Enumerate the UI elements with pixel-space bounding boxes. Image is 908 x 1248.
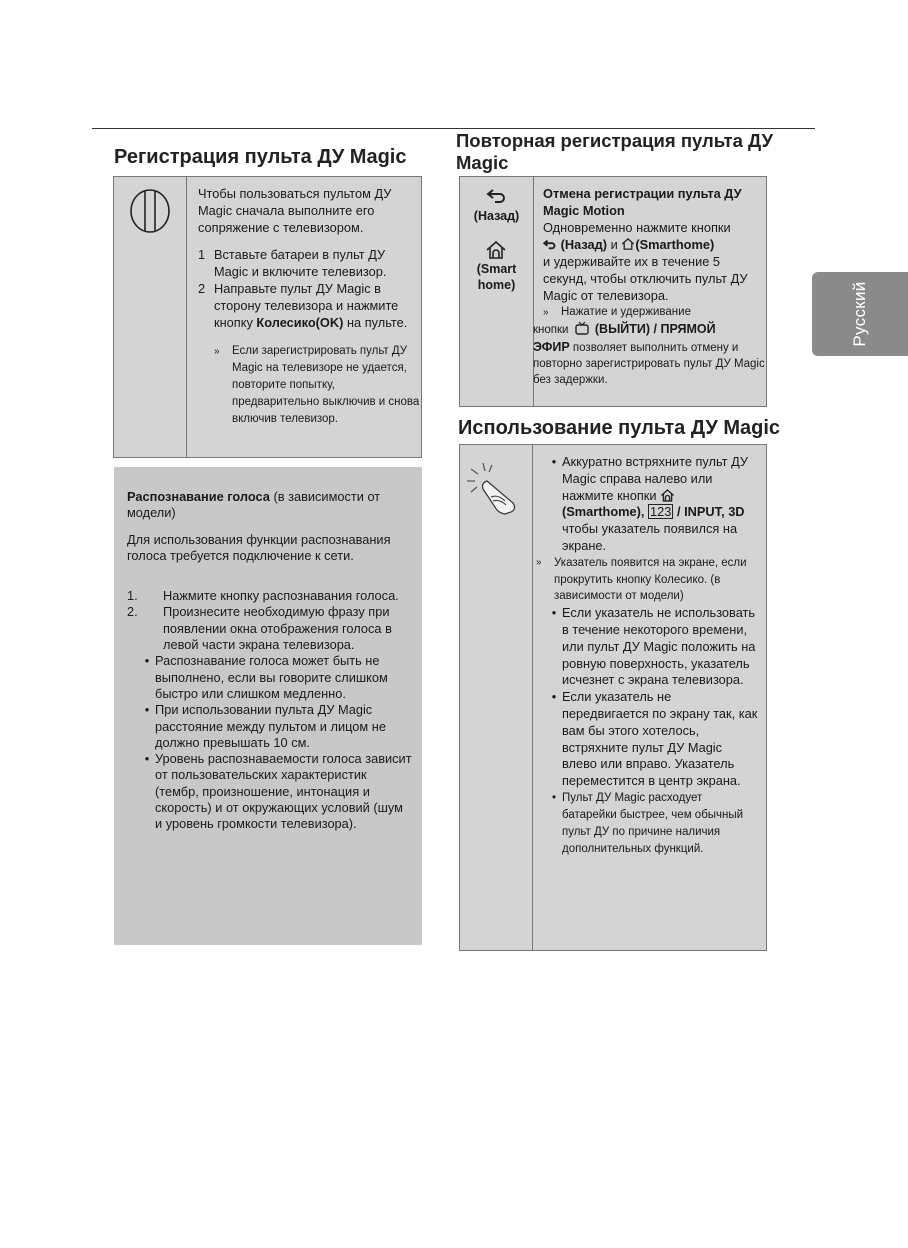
back-icon: [486, 188, 508, 204]
back-label: (Назад): [473, 209, 520, 223]
registration-box: [113, 176, 422, 458]
registration-intro: Чтобы пользоваться пультом ДУ Magic сначала выполните его сопряжение с телевизором.: [198, 186, 392, 235]
usage-title: Использование пульта ДУ Magic: [458, 417, 780, 439]
language-tab: [812, 272, 908, 356]
exit-tv-icon: [574, 321, 590, 336]
home-label: (Smart home): [476, 262, 517, 292]
exit-note-rest: ЭФИР позволяет выполнить отмену и повторно зарегистрировать пульт ДУ Magic без задержки.: [533, 340, 765, 386]
usage-box: [459, 444, 767, 951]
back-inline-icon: [543, 239, 557, 250]
unregister-heading: Отмена регистрации пульта ДУ Magic Motion: [543, 186, 742, 218]
usage-text: [536, 454, 760, 858]
usage-bullet: • Если указатель не передвигается по экрану так, как вам бы этого хотелось, встряхните пульт ДУ Magic влево или вправо. Указатель переместится в центр экрана.: [551, 689, 758, 789]
usage-note: » Указатель появится на экране, если прокрутить кнопку Колесико. (в зависимости от модели): [536, 556, 747, 603]
registration-step-1: 1 Вставьте батареи в пульт ДУ Magic и включите телевизор.: [198, 247, 387, 279]
registration-title: Регистрация пульта ДУ Magic: [114, 146, 407, 168]
top-rule: [92, 128, 815, 129]
voice-recognition-text: [127, 489, 412, 833]
registration-text: [198, 185, 420, 428]
voice-bullet: • Уровень распознаваемости голоса зависит от пользовательских характеристик (тембр, произношение, интонация и скорость) и от окружающих условий (шум и уровень громкости телевизора).: [144, 751, 412, 832]
voice-requirement: Для использования функции распознавания голоса требуется подключение к сети.: [127, 531, 391, 563]
wheel-icon: [128, 187, 172, 235]
voice-recognition-box: [114, 467, 422, 945]
registration-icon-column: [114, 177, 187, 457]
shake-remote-icon: [465, 459, 525, 519]
usage-bullet: • Пульт ДУ Magic расходует батарейки быстрее, чем обычный пульт ДУ по причине наличия дополнительных функций.: [551, 791, 744, 855]
voice-title: Распознавание голоса (в зависимости от модели): [127, 489, 381, 521]
exit-note: » Нажатие и удерживание: [543, 306, 691, 318]
number-keys: 123: [650, 504, 672, 520]
home-inline-icon: [621, 238, 635, 250]
registration-step-2: 2 Направьте пульт ДУ Magic в сторону телевизора и нажмите кнопку Колесико(OK) на пульте.: [198, 281, 408, 330]
voice-step-1: 1. Нажмите кнопку распознавания голоса.: [127, 588, 399, 604]
home-inline-icon: [660, 489, 675, 502]
re-registration-box: [459, 176, 767, 407]
voice-bullet: • Распознавание голоса может быть не выполнено, если вы говорите слишком быстро или слишком медленно.: [144, 653, 388, 701]
usage-bullet: • Если указатель не использовать в течение некоторого времени, или пульт ДУ Magic положить на ровную поверхность, указатель исчезнет с экрана телевизора.: [551, 605, 756, 688]
usage-icon-column: [460, 445, 533, 950]
voice-step-2: 2. Произнесите необходимую фразу при появлении окна отображения голоса в левой части экрана телевизора.: [127, 604, 392, 653]
registration-note: » Если зарегистрировать пульт ДУ Magic на телевизоре не удается, повторите попытку, предварительно выключив и снова включив телевизор.: [214, 345, 420, 425]
3d-key: 3D: [728, 504, 745, 520]
usage-bullet: • Аккуратно встряхните пульт ДУ Magic справа налево или нажмите кнопки (Smarthome), 123 / INPUT, 3D чтобы указатель появился на экране.: [551, 454, 749, 553]
re-registration-title: Повторная регистрация пульта ДУ Magic: [456, 130, 773, 173]
re-registration-text: Отмена регистрации пульта ДУ Magic Motion Одновременно нажмите кнопки (Назад) и (Smarthome) и удерживайте их в течение 5 секунд, чтобы отключить пульт ДУ Magic от телевизора. » Нажатие и удерживание кнопки (ВЫЙТИ) / ПРЯМОЙ ЭФИР позволяет выполнить отмену и повторно зарегистрировать пульт ДУ Magic без задержки.: [533, 186, 765, 386]
buttons-line: (Назад) и (Smarthome): [543, 236, 765, 253]
voice-bullet: • При использовании пульта ДУ Magic расстояние между пультом и лицом не должно превышать 10 см.: [144, 702, 386, 750]
home-icon: [485, 241, 507, 259]
re-registration-icon-column: [460, 177, 534, 406]
exit-note-buttons: кнопки (ВЫЙТИ) / ПРЯМОЙ: [533, 322, 716, 336]
language-tab-label: Русский: [850, 281, 869, 347]
